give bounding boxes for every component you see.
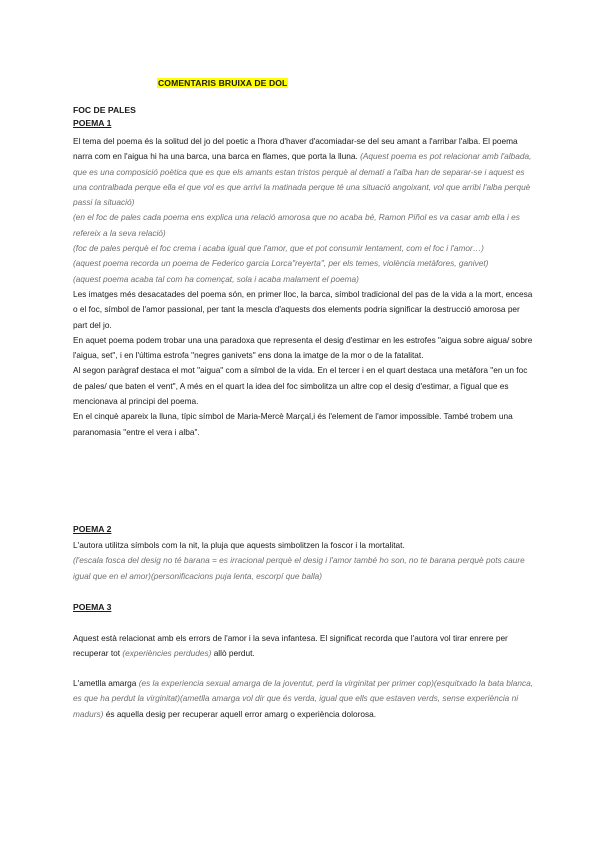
poema3-para1 bbox=[73, 631, 535, 662]
poema1-para2: En aquet poema podem trobar una una paradoxa que representa el desig d'estimar en les estrofes "aigua sobre aigua/ sobre l'aigua, set", i en l'última estrofa "negres ganivets" ens dona la imatge de la mor o de la fatalitat. bbox=[73, 334, 533, 361]
poema3-p1-after: allò perdut. bbox=[213, 648, 255, 659]
poema3-p2-after: és aquella desig per recuperar aquell error amarg o experiència dolorosa. bbox=[105, 708, 377, 719]
poema3-section bbox=[73, 601, 535, 614]
poema2-note: (l'escala fosca del desig no té barana = es irracional perquè el desig i l'amor també ho son, no te barana perquè pots caure igual que en el amor)(personificacions puja lenta, escorpí que balla) bbox=[73, 555, 525, 581]
poema3-heading: POEMA 3 bbox=[73, 602, 112, 612]
title-wrap bbox=[157, 73, 457, 91]
poema2-heading: POEMA 2 bbox=[73, 524, 112, 534]
poema3-para2 bbox=[73, 676, 535, 722]
poema3-p1-note: (experiències perdudes) bbox=[122, 648, 212, 659]
poema1-note4: (aquest poema recorda un poema de Federico garcia Lorca"reyerta", per els temes, violència metàfores, ganivet) bbox=[73, 258, 489, 269]
poema1-intro-text: El tema del poema és la solitud del jo del poetic a l'hora d'haver d'acomiadar-se del seu amant a l'arribar l'alba. El poema narra com en l'aigua hi ha una barca, una barca en flames, que porta la lluna. bbox=[73, 136, 518, 162]
poema1-intro bbox=[73, 134, 535, 210]
poema2-content bbox=[73, 538, 535, 584]
poema1-note5: (aquest poema acaba tal com ha començat, sola i acaba malament el poema) bbox=[73, 273, 359, 284]
poema1-note2: (en el foc de pales cada poema ens explica una relació amorosa que no acaba bé, Ramon Piñol es va casar amb ella i es refereix a la seva relació) bbox=[73, 212, 520, 238]
poema3-p2 bbox=[73, 676, 535, 722]
poema3-p1 bbox=[73, 631, 535, 662]
poema1-heading: POEMA 1 bbox=[73, 118, 112, 128]
poema3-p2-note: (es la experiencia sexual amarga de la joventut, perd la virginitat per primer cop)(esquitxado la bata blanca, es que ha perdut la virginitat)(ametlla amarga vol dir que és verda, igual que ells que estaven verds, sense experiència ni madurs) bbox=[73, 678, 534, 719]
poema3-p2-lead: L'ametlla amarga bbox=[73, 678, 137, 688]
poema3-p1-before: Aquest està relacionat amb els errors de l'amor i la seva infantesa. El significat recorda que l'autora vol tirar enrere per recuperar tot bbox=[73, 633, 508, 659]
poema1-para4: En el cinquè apareix la lluna, típic símbol de Maria-Mercè Marçal,i és l'element de l'amor impossible. També trobem una paranomasia "entre el vera i alba". bbox=[73, 411, 513, 437]
poema1-note3: (foc de pales perquè el foc crema i acaba igual que l'amor, que et pot consumir lentament, com el foc i l'amor…) bbox=[73, 243, 484, 254]
poema1-para1: Les imatges més desacatades del poema són, en primer lloc, la barca, símbol tradicional del pas de la vida a la mort, encesa o el foc, símbol de l'amor passional, per tant la mescla d'aquests dos elements podria significar la destrucció amorosa per part del jo. bbox=[73, 288, 533, 330]
poema1-note1: (Aquest poema es pot relacionar amb l'albada, que es una composició poètica que es que els amants estan tristos perquè al dematí a l'alba han de separar-se i aquest es una contralbada perque ella el que vol es que arrivi la matinada perque té una situació angoixant, vol que arribi l'alba perquè passi la situació) bbox=[73, 151, 532, 208]
poema2-text: L'autora utilitza símbols com la nit, la pluja que aquests simbolitzen la foscor i la mortalitat. bbox=[73, 540, 405, 550]
poema1-content bbox=[73, 134, 535, 440]
section-foc-de-pales bbox=[73, 104, 535, 130]
document-title: COMENTARIS BRUIXA DE DOL bbox=[158, 78, 288, 88]
poema1-para3: Al segon paràgraf destaca el mot "aigua" com a símbol de la vida. En el tercer i en el quart destaca una metàfora "en un foc de pales/ que baten el vent", A més en el quart la idea del foc simbolitza un altre cop el desig d'estimar, a l'igual que es mencionava al principi del poema. bbox=[73, 365, 528, 407]
poema2-section bbox=[73, 523, 535, 536]
section-heading: FOC DE PALES bbox=[73, 105, 136, 115]
